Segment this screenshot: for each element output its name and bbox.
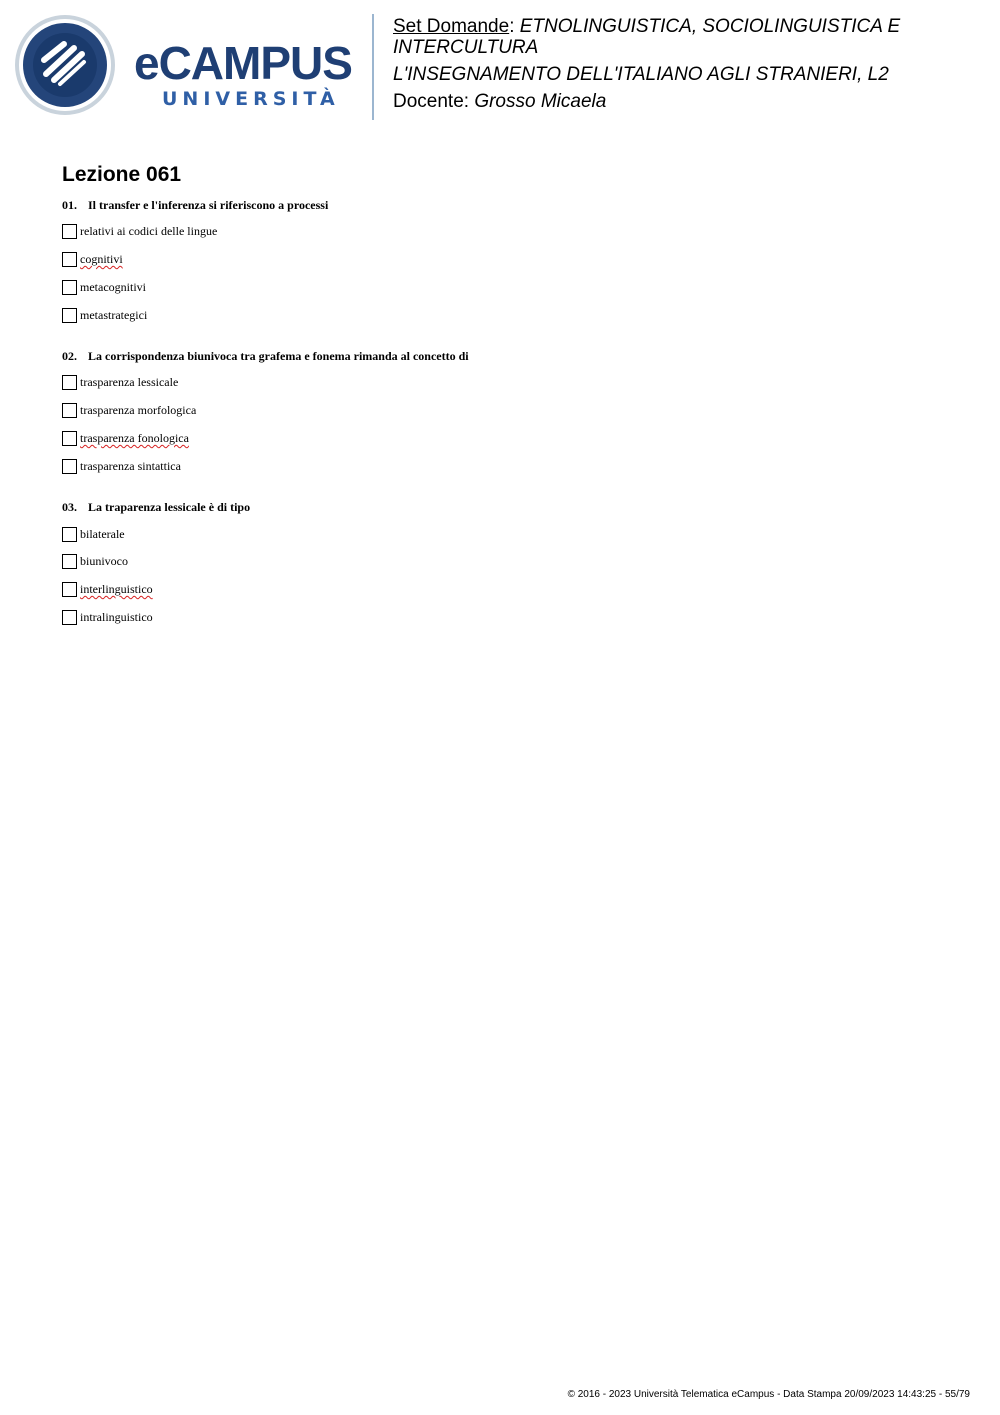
answer-label: biunivoco [80,554,128,568]
logo-subtitle: UNIVERSITÀ [162,88,340,110]
answer-checkbox[interactable] [62,252,77,267]
question-03 [62,500,250,514]
answer-label: metastrategici [80,308,148,322]
answer-label: trasparenza morfologica [80,403,197,417]
page-footer: © 2016 - 2023 Università Telematica eCampus - Data Stampa 20/09/2023 14:43:25 - 55/79 [567,1389,970,1400]
answer-label: metacognitivi [80,280,146,294]
set-title-line2: INTERCULTURA [393,37,539,58]
header-divider [372,14,374,120]
answer-checkbox[interactable] [62,431,77,446]
question-text: La corrispondenza biunivoca tra grafema e fonema rimanda al concetto di [88,349,469,363]
answer-checkbox[interactable] [62,582,77,597]
answer-checkbox[interactable] [62,224,77,239]
course-title: L'INSEGNAMENTO DELL'ITALIANO AGLI STRANIERI, L2 [393,64,889,85]
question-number: 03. [62,500,77,514]
answer-label: interlinguistico [80,582,153,596]
answer-checkbox[interactable] [62,403,77,418]
answer-checkbox[interactable] [62,280,77,295]
question-text: Il transfer e l'inferenza si riferiscono a processi [88,198,329,212]
question-number: 02. [62,349,77,363]
question-number: 01. [62,198,77,212]
logo-wordmark: eCAMPUS [134,37,352,89]
set-title-line1: ETNOLINGUISTICA, SOCIOLINGUISTICA E [519,16,901,37]
answer-checkbox[interactable] [62,610,77,625]
question-02 [62,349,469,363]
docente-line [393,91,983,112]
lesson-title: Lezione 061 [62,163,182,186]
answer-checkbox[interactable] [62,375,77,390]
docente-label: Docente: [393,91,470,112]
question-01 [62,198,328,212]
answer-label: trasparenza lessicale [80,375,179,389]
question-text: La traparenza lessicale è di tipo [88,500,251,514]
answer-checkbox[interactable] [62,459,77,474]
answer-label: relativi ai codici delle lingue [80,224,218,238]
answer-checkbox[interactable] [62,527,77,542]
answer-label: bilaterale [80,527,125,541]
set-label: Set Domande [393,16,510,37]
university-seal-icon [14,14,116,116]
answer-label: trasparenza fonologica [80,431,189,445]
set-domande-title: Set Domande: ETNOLINGUISTICA, SOCIOLINGUISTICA E INTERCULTURA [393,16,901,58]
answer-label: trasparenza sintattica [80,459,181,473]
answer-checkbox[interactable] [62,308,77,323]
docente-name: Grosso Micaela [474,91,607,112]
answer-label: cognitivi [80,252,123,266]
answer-checkbox[interactable] [62,554,77,569]
answer-label: intralinguistico [80,610,153,624]
ecampus-logo [14,14,359,116]
